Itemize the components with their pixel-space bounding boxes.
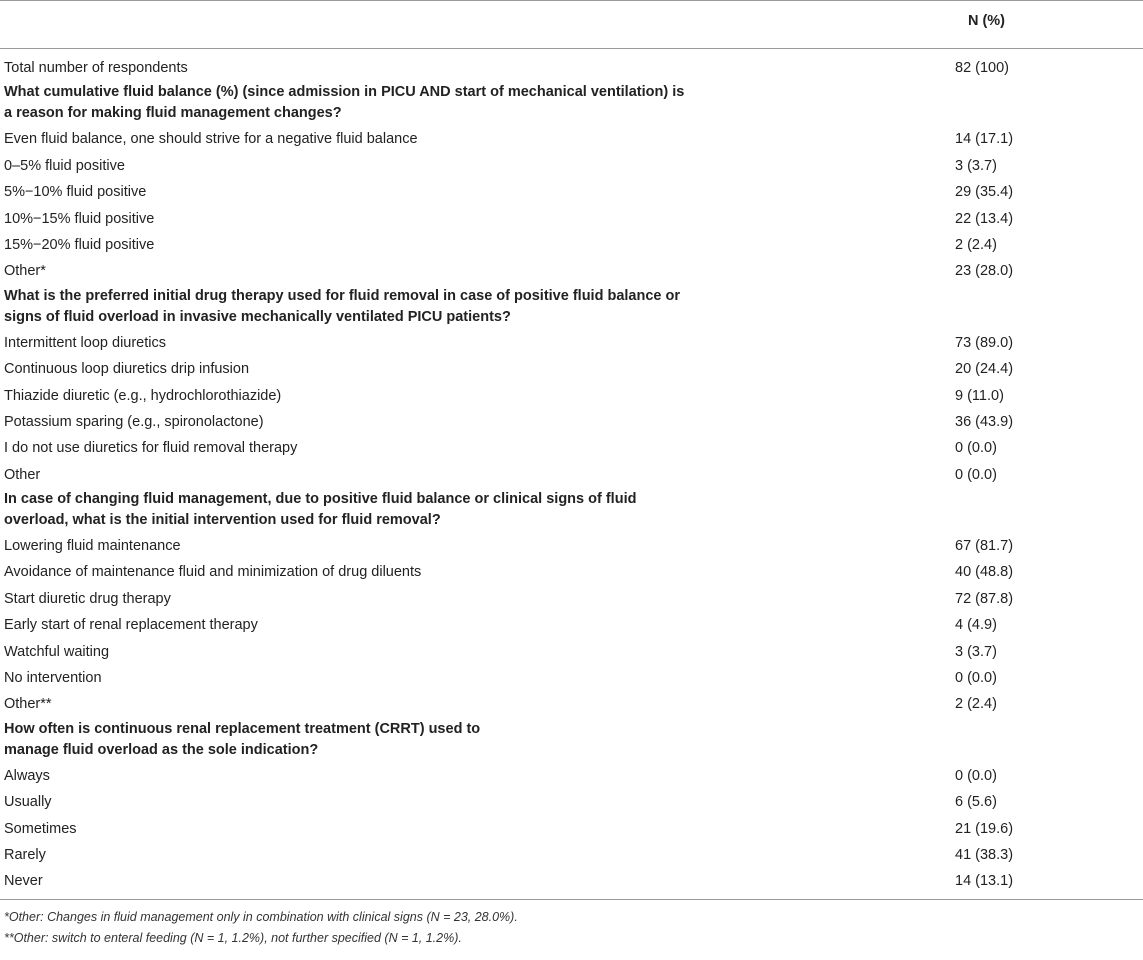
table-row bbox=[0, 126, 1143, 152]
row-label: Always bbox=[4, 767, 50, 784]
sections-container bbox=[0, 81, 1143, 894]
table-row bbox=[0, 789, 1143, 815]
row-label: Watchful waiting bbox=[4, 643, 110, 660]
row-value: 6 (5.6) bbox=[955, 794, 997, 811]
table-row bbox=[0, 356, 1143, 382]
row-value: 41 (38.3) bbox=[955, 846, 1014, 863]
table-row bbox=[0, 559, 1143, 585]
row-value: 29 (35.4) bbox=[955, 184, 1014, 201]
row-label: Total number of respondents bbox=[4, 60, 188, 76]
row-label: 5%−10% fluid positive bbox=[4, 184, 147, 201]
table-row bbox=[0, 533, 1143, 559]
row-value: 3 (3.7) bbox=[955, 643, 997, 660]
row-value: 9 (11.0) bbox=[955, 387, 1004, 404]
footnote: **Other: switch to enteral feeding (N = 1, 1.2%), not further specified (N = 1, 1.2%). bbox=[4, 930, 462, 945]
question-line: a reason for making fluid management changes? bbox=[4, 105, 342, 122]
table-row bbox=[0, 665, 1143, 691]
row-value: 0 (0.0) bbox=[955, 466, 997, 483]
row-label: Other* bbox=[4, 263, 46, 280]
row-value: 20 (24.4) bbox=[955, 361, 1014, 378]
footnotes bbox=[0, 900, 1143, 949]
row-value: 23 (28.0) bbox=[955, 263, 1014, 280]
row-label: Other** bbox=[4, 696, 52, 713]
row-label: Usually bbox=[4, 794, 52, 811]
table-row bbox=[0, 153, 1143, 179]
row-value: 67 (81.7) bbox=[955, 538, 1014, 555]
row-label: 10%−15% fluid positive bbox=[4, 210, 155, 227]
row-label: Sometimes bbox=[4, 820, 77, 837]
row-label: I do not use diuretics for fluid removal therapy bbox=[4, 440, 298, 457]
table-row bbox=[0, 462, 1143, 488]
table-row bbox=[0, 842, 1143, 868]
question-line: What cumulative fluid balance (%) (since admission in PICU AND start of mechanical ventilation) is bbox=[4, 84, 685, 101]
table-row bbox=[0, 206, 1143, 232]
row-label: Early start of renal replacement therapy bbox=[4, 617, 258, 634]
row-value: 2 (2.4) bbox=[955, 696, 997, 713]
table-row bbox=[0, 763, 1143, 789]
section-question bbox=[0, 81, 1143, 126]
table-row bbox=[0, 383, 1143, 409]
row-label: 0–5% fluid positive bbox=[4, 157, 125, 174]
row-value: 21 (19.6) bbox=[955, 820, 1014, 837]
row-label: Never bbox=[4, 873, 43, 890]
question-line: overload, what is the initial intervention used for fluid removal? bbox=[4, 512, 441, 529]
row-value: 14 (17.1) bbox=[955, 131, 1014, 148]
table-header bbox=[0, 1, 1143, 48]
row-value: 36 (43.9) bbox=[955, 413, 1014, 430]
row-value: 72 (87.8) bbox=[955, 590, 1014, 607]
section-question bbox=[0, 718, 1143, 763]
row-value: 40 (48.8) bbox=[955, 564, 1014, 581]
row-label: Lowering fluid maintenance bbox=[4, 538, 181, 555]
row-value: 3 (3.7) bbox=[955, 157, 997, 174]
table-row bbox=[0, 330, 1143, 356]
table-row bbox=[0, 639, 1143, 665]
row-label: Continuous loop diuretics drip infusion bbox=[4, 361, 250, 378]
row-value: 0 (0.0) bbox=[955, 670, 997, 687]
section-question bbox=[0, 488, 1143, 533]
table-row bbox=[0, 816, 1143, 842]
row-label: Avoidance of maintenance fluid and minimization of drug diluents bbox=[4, 564, 422, 581]
row-value: 0 (0.0) bbox=[955, 440, 997, 457]
row-label: Rarely bbox=[4, 846, 46, 863]
row-label: Start diuretic drug therapy bbox=[4, 590, 171, 607]
row-label: No intervention bbox=[4, 670, 102, 687]
total-row bbox=[0, 55, 1143, 81]
row-label: Thiazide diuretic (e.g., hydrochlorothiazide) bbox=[4, 387, 282, 404]
row-label: Potassium sparing (e.g., spironolactone) bbox=[4, 413, 264, 430]
table-row bbox=[0, 409, 1143, 435]
row-value: 0 (0.0) bbox=[955, 767, 997, 784]
question-line: signs of fluid overload in invasive mechanically ventilated PICU patients? bbox=[4, 308, 511, 325]
table-row bbox=[0, 612, 1143, 638]
question-line: How often is continuous renal replacement treatment (CRRT) used to bbox=[4, 720, 481, 737]
column-header-n-percent: N (%) bbox=[967, 13, 1005, 29]
question-line: What is the preferred initial drug therapy used for fluid removal in case of positive fluid balance or bbox=[4, 287, 680, 304]
section-question bbox=[0, 285, 1143, 330]
table-row bbox=[0, 586, 1143, 612]
question-line: In case of changing fluid management, due to positive fluid balance or clinical signs of fluid bbox=[4, 491, 637, 508]
footnote: *Other: Changes in fluid management only in combination with clinical signs (N = 23, 28.0%). bbox=[4, 909, 518, 924]
row-value: 82 (100) bbox=[955, 60, 1010, 76]
table-row bbox=[0, 258, 1143, 284]
row-value: 14 (13.1) bbox=[955, 873, 1014, 890]
row-value: 73 (89.0) bbox=[955, 334, 1014, 351]
table-row bbox=[0, 232, 1143, 258]
table-row bbox=[0, 435, 1143, 461]
row-value: 2 (2.4) bbox=[955, 236, 997, 253]
row-label: 15%−20% fluid positive bbox=[4, 236, 155, 253]
row-value: 22 (13.4) bbox=[955, 210, 1014, 227]
row-label: Other bbox=[4, 466, 41, 483]
question-line: manage fluid overload as the sole indication? bbox=[4, 741, 319, 758]
row-label: Intermittent loop diuretics bbox=[4, 334, 166, 351]
table-row bbox=[0, 868, 1143, 894]
row-value: 4 (4.9) bbox=[955, 617, 997, 634]
row-label: Even fluid balance, one should strive for a negative fluid balance bbox=[4, 131, 418, 148]
table-row bbox=[0, 691, 1143, 717]
table-row bbox=[0, 179, 1143, 205]
